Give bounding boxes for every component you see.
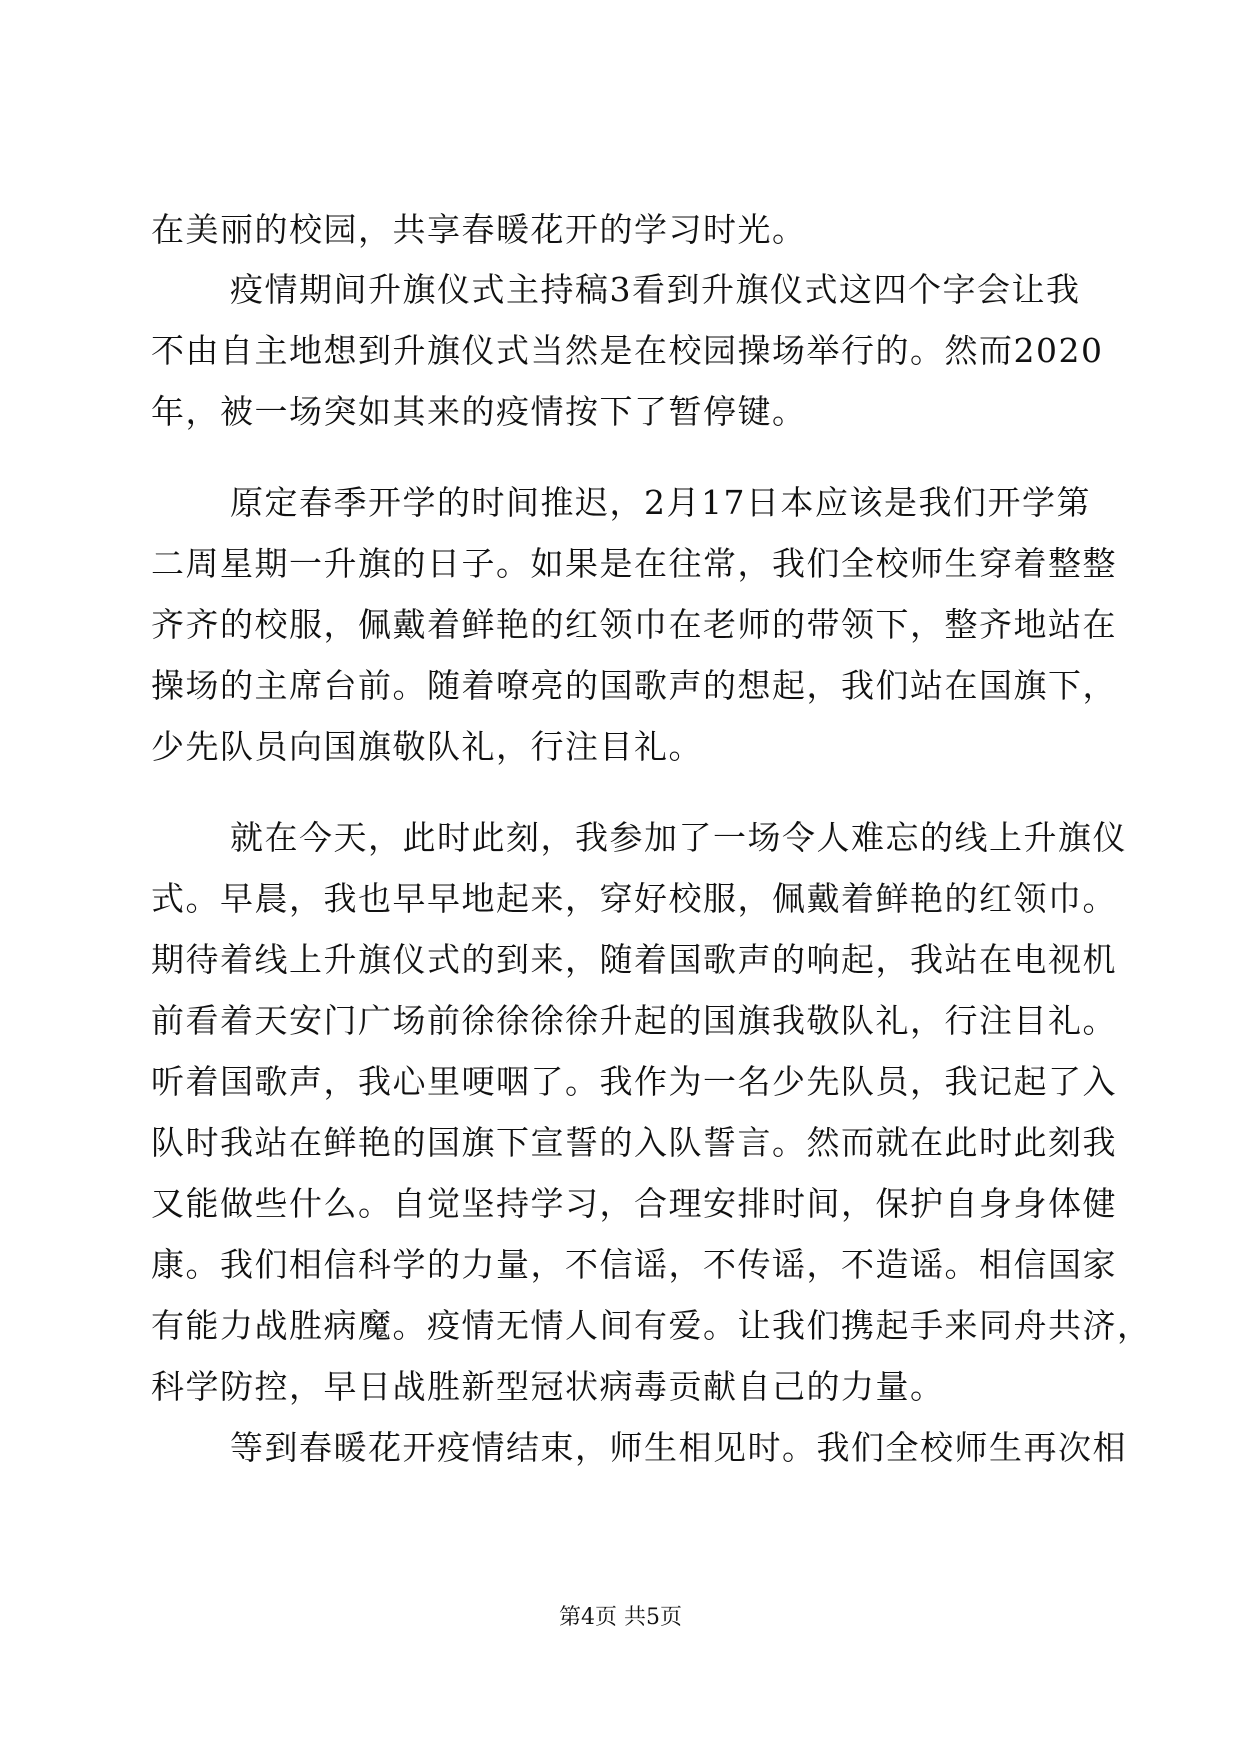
text-line-15: 队时我站在鲜艳的国旗下宣誓的入队誓言。然而就在此时此刻我 xyxy=(151,1123,1117,1162)
text-line-1: 在美丽的校园，共享春暖花开的学习时光。 xyxy=(151,210,807,249)
text-line-3: 不由自主地想到升旗仪式当然是在校园操场举行的。然而2020 xyxy=(151,331,1104,370)
text-line-9: 少先队员向国旗敬队礼，行注目礼。 xyxy=(151,727,703,766)
text-line-11: 式。早晨，我也早早地起来，穿好校服，佩戴着鲜艳的红领巾。 xyxy=(151,879,1117,918)
text-line-4: 年，被一场突如其来的疫情按下了暂停键。 xyxy=(151,392,807,431)
text-line-17: 康。我们相信科学的力量，不信谣，不传谣，不造谣。相信国家 xyxy=(151,1245,1117,1284)
text-line-12: 期待着线上升旗仪式的到来，随着国歌声的响起，我站在电视机 xyxy=(151,940,1117,979)
text-line-14: 听着国歌声，我心里哽咽了。我作为一名少先队员，我记起了入 xyxy=(151,1062,1117,1101)
text-line-2: 疫情期间升旗仪式主持稿3看到升旗仪式这四个字会让我 xyxy=(230,270,1081,309)
text-line-13: 前看着天安门广场前徐徐徐徐升起的国旗我敬队礼，行注目礼。 xyxy=(151,1001,1117,1040)
text-line-20: 等到春暖花开疫情结束，师生相见时。我们全校师生再次相 xyxy=(230,1428,1127,1467)
text-line-18: 有能力战胜病魔。疫情无情人间有爱。让我们携起手来同舟共济， xyxy=(151,1306,1152,1345)
text-line-16: 又能做些什么。自觉坚持学习，合理安排时间，保护自身身体健 xyxy=(151,1184,1117,1223)
text-line-6: 二周星期一升旗的日子。如果是在往常，我们全校师生穿着整整 xyxy=(151,544,1117,583)
text-line-19: 科学防控，早日战胜新型冠状病毒贡献自己的力量。 xyxy=(151,1367,945,1406)
text-line-8: 操场的主席台前。随着嘹亮的国歌声的想起，我们站在国旗下， xyxy=(151,666,1117,705)
text-line-10: 就在今天，此时此刻，我参加了一场令人难忘的线上升旗仪 xyxy=(230,818,1127,857)
text-line-7: 齐齐的校服，佩戴着鲜艳的红领巾在老师的带领下，整齐地站在 xyxy=(151,605,1117,644)
page-footer: 第4页 共5页 xyxy=(559,1605,682,1630)
text-line-5: 原定春季开学的时间推迟，2月17日本应该是我们开学第 xyxy=(230,483,1091,522)
